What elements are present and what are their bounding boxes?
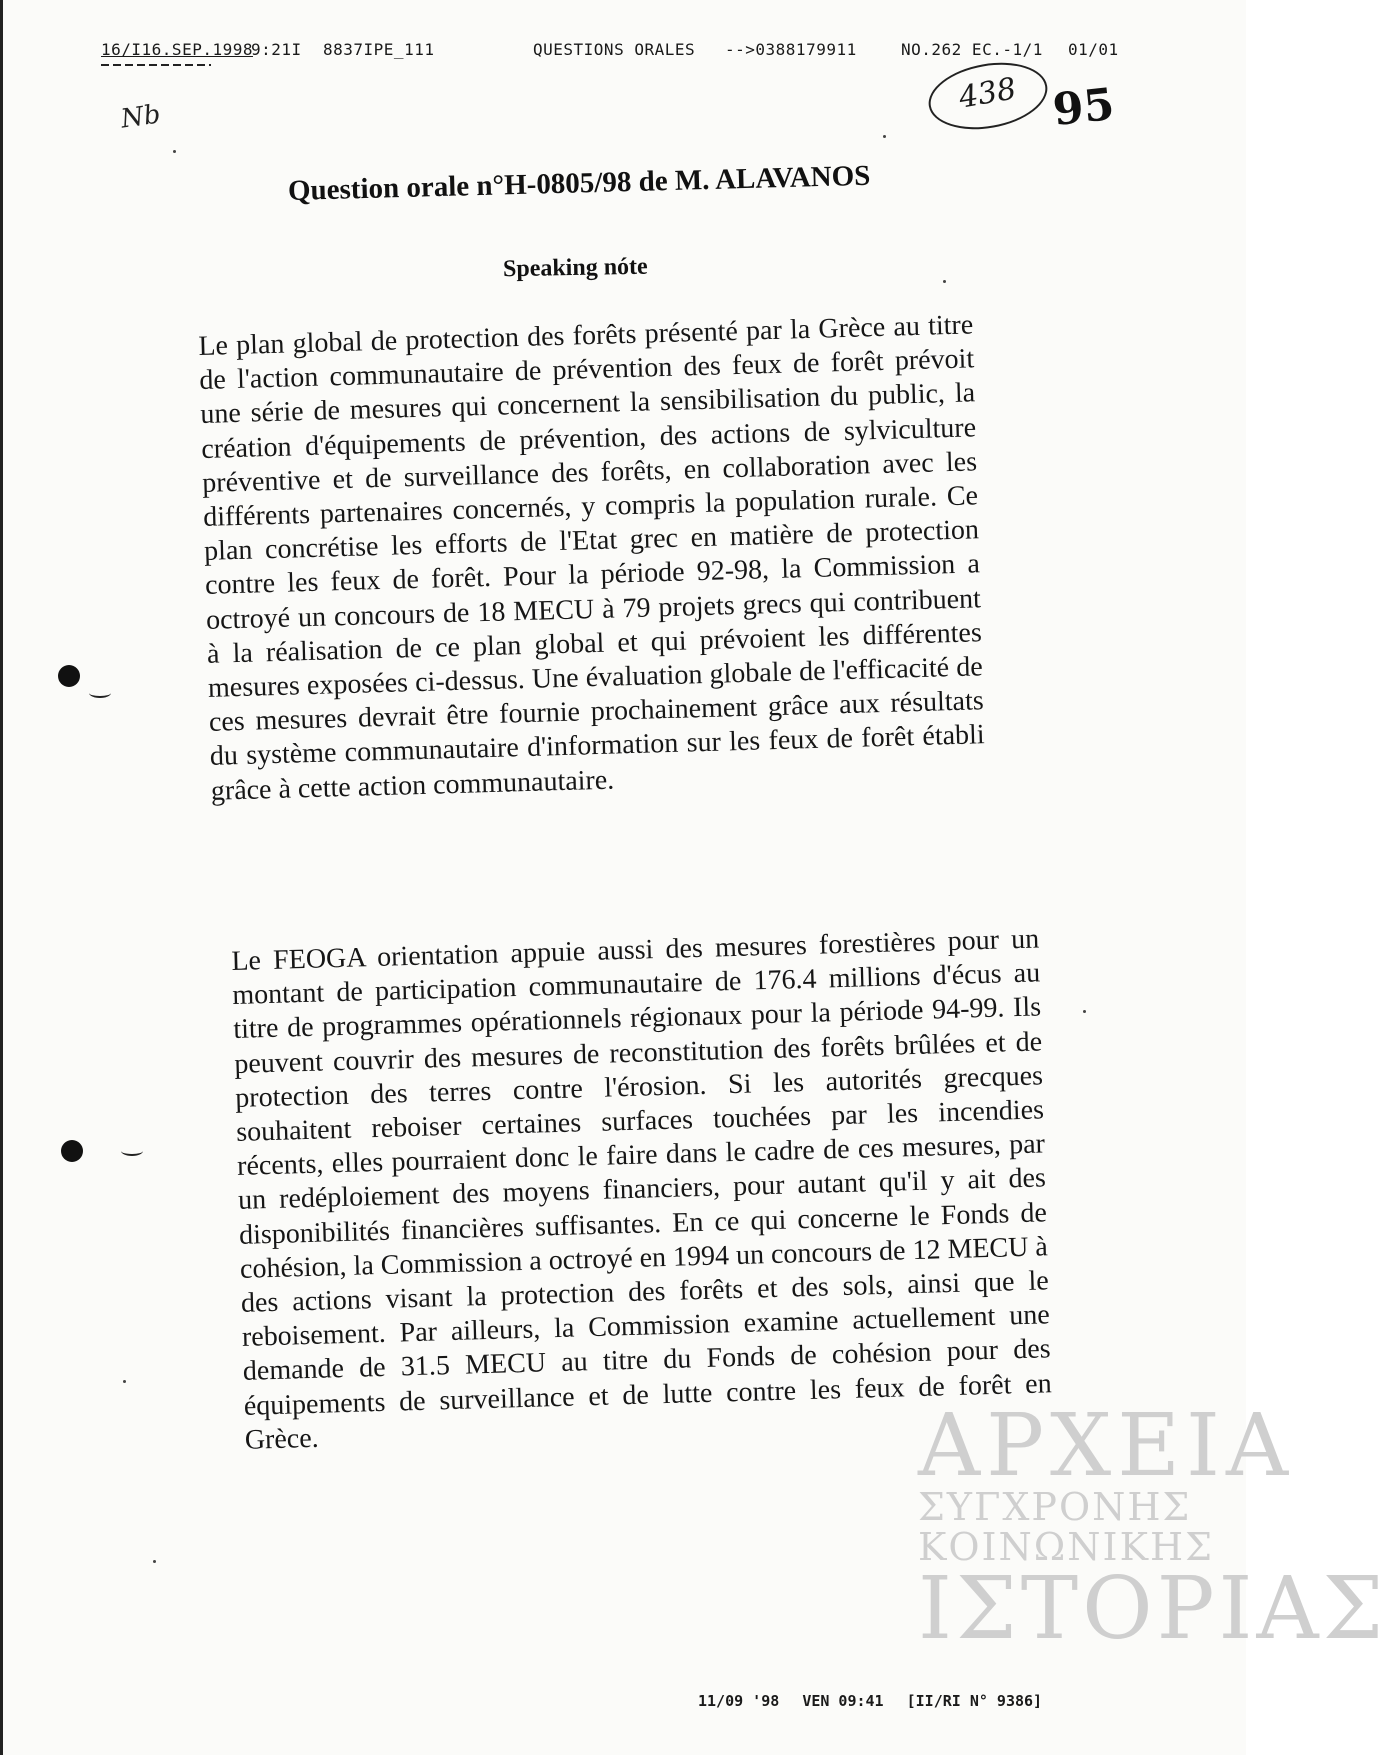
scan-speck	[173, 150, 176, 153]
page-mark: 95	[1050, 78, 1117, 137]
fax-header-dash	[101, 64, 211, 66]
handwritten-initials: Nb	[119, 99, 163, 135]
scan-speck	[943, 280, 946, 283]
tick-mark	[89, 688, 111, 698]
scan-speck	[123, 1380, 126, 1383]
fax-sender-id: 8837ІPE_111	[323, 40, 435, 59]
watermark-line-3: ΚΟΙΝΩΝΙΚΗΣ	[918, 1525, 1214, 1569]
fax-title: QUESTIONS ORALES	[533, 40, 696, 59]
fax-transmission-no: NO.262 EC.-1/1	[901, 40, 1043, 59]
fax-destination-number: -->0388179911	[725, 40, 857, 59]
footer-date: 11/09 '98	[698, 1692, 780, 1710]
tick-mark	[121, 1146, 143, 1156]
watermark-line-2: ΣΥΓΧΡΟΝΗΣ	[918, 1485, 1192, 1529]
punch-hole-mark	[61, 1140, 83, 1162]
watermark-line-4: ΙΣΤΟΡΙΑΣ	[918, 1559, 1387, 1659]
fax-date: 16/І16.SEP.1998⁠⁠	[101, 40, 253, 59]
fax-time: 9:21І	[251, 40, 302, 59]
paragraph-2: Le FEOGA orientation appuie aussi des mesures forestières pour un montant de participation communautaire de 176.4 millions d'écus au titre de programmes opérationnels régionaux pour la période 94-99. Ils peuvent couvrir des mesures de reconstitution des forêts brûlées et de protection des terres contre l'érosion. Si les autorités grecques souhaitent reboiser certaines surfaces touchées par les incendies récents, elles pourraient donc le faire dans le cadre de ces mesures, par un redéploiement des moyens financiers, pour autant qu'il y ait des disponibilités financières suffisantes. En ce qui concerne le Fonds de cohésion, la Commission a octroyé en 1994 un concours de 12 MECU à des actions visant la protection des forêts et des sols, ainsi que le reboisement. Par ailleurs, la Commission examine actuellement une demande de 31.5 MECU au titre du Fonds de cohésion pour des équipements de surveillance et de lutte contre les feux de forêt en Grèce.	[231, 923, 1052, 1456]
document-title: Question orale n°H-0805/98 de M. ALAVANOS	[287, 159, 871, 207]
punch-hole-mark	[58, 665, 80, 687]
fax-page-count: 01/01	[1068, 40, 1119, 59]
circled-number: 438	[956, 71, 1019, 116]
archive-watermark	[918, 1396, 1387, 1675]
scan-speck	[883, 135, 886, 138]
footer-reference: [II/RI N° 9386]	[906, 1692, 1043, 1710]
footer-day-time: VEN 09:41	[802, 1692, 884, 1710]
paragraph-1: Le plan global de protection des forêts présenté par la Grèce au titre de l'action communautaire de prévention des feux de forêt prévoit une série de mesures qui concernent la sensibilisation du public, la création d'équipements de prévention, des actions de sylviculture préventive et de surveillance des forêts, en collaboration avec les différents partenaires concernés, y compris la population rurale. Ce plan concrétise les efforts de l'Etat grec en matière de protection contre les feux de forêt. Pour la période 92-98, la Commission a octroyé un concours de 18 MECU à 79 projets grecs qui contribuent à la réalisation de ce plan global et qui prévoient les différentes mesures exposées ci-dessus. Une évaluation globale de l'efficacité de ces mesures devrait être fournie prochainement grâce aux résultats du système communautaire d'information sur les feux de forêt établi grâce à cette action communautaire.	[198, 309, 986, 807]
scan-speck	[153, 1560, 156, 1563]
scan-speck	[1083, 1010, 1086, 1013]
watermark-line-1: ΑΡΧΕΙΑ	[918, 1396, 1295, 1496]
fax-footer	[698, 1692, 1056, 1710]
document-subtitle: Speaking nóte	[502, 253, 648, 283]
